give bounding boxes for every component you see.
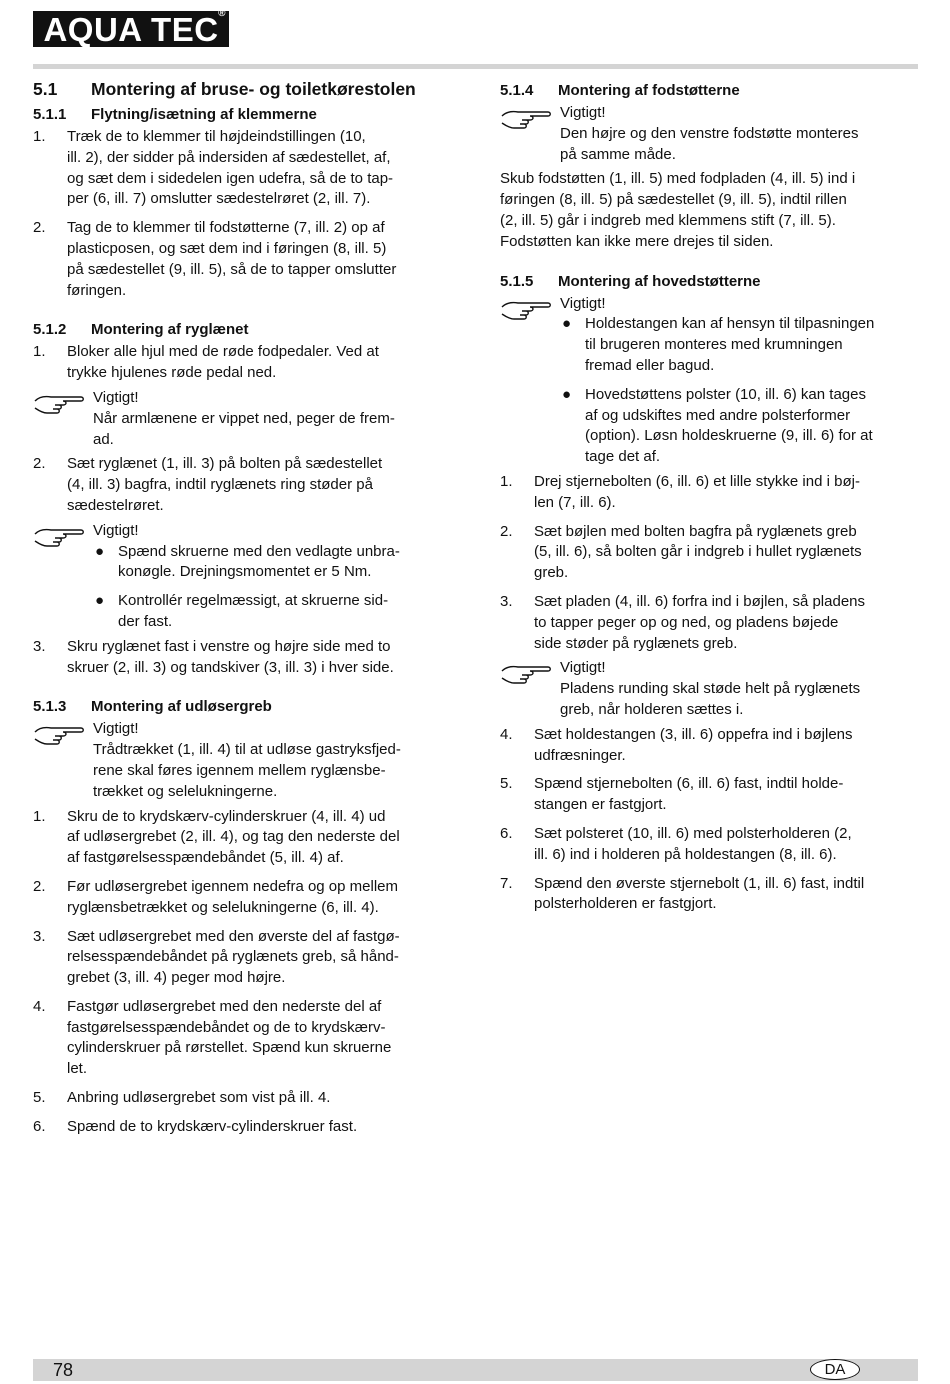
text-line: Sæt bøjlen med bolten bagfra på ryglænets greb [534,522,857,540]
text-line: Spænd skruerne med den vedlagte unbra- [118,542,400,560]
left-column [33,76,458,1138]
text-line: Anbring udløsergrebet som vist på ill. 4. [67,1089,331,1107]
text-line: ad. [93,430,114,448]
text-line: per (6, ill. 7) omslutter sædestelrøret (2, ill. 7). [67,190,371,208]
list-item [33,454,458,516]
text-line: greb, når holderen sættes i. [560,700,744,718]
important-note [33,719,458,802]
text-line: grebet (3, ill. 4) peger mod højre. [67,969,286,987]
section-number: 5.1.3 [33,698,67,716]
section-title: Flytning/isætning af klemmerne [91,106,317,123]
pointing-hand-icon [33,723,85,749]
text-line: der fast. [118,612,173,630]
text-line: på samme måde. [560,145,676,163]
section-number: 5.1.5 [500,272,534,290]
text-line: Den højre og den venstre fodstøtte monteres [560,124,859,142]
text-line: udfræsninger. [534,746,626,764]
text-line: Sæt ryglænet (1, ill. 3) på bolten på sædestellet [67,455,383,473]
language-badge: DA [810,1359,860,1380]
list-number: 2. [500,522,513,540]
bullet-item [560,314,920,376]
text-line: Fastgør udløsergrebet med den nederste del af [67,997,382,1015]
pointing-hand-icon [33,392,85,418]
spacer [33,210,458,218]
spacer [500,514,920,522]
list-item [33,927,458,989]
list-number: 6. [33,1117,46,1135]
spacer [33,1109,458,1117]
text-line: Holdestangen kan af hensyn til tilpasningen [585,315,875,333]
section-number: 5.1.2 [33,321,67,339]
text-line: Spænd de to krydskærv-cylinderskruer fast. [67,1117,358,1135]
list-number: 1. [33,343,46,361]
section-title: Montering af bruse- og toiletkørestolen [91,79,416,99]
list-number: 2. [33,219,46,237]
list-number: 2. [33,877,46,895]
section-title: Montering af udløsergreb [91,698,272,716]
text-line: af og udskiftes med andre polsterformer [585,406,851,424]
text-line: og sæt dem i sidedelen igen udefra, så de to tap- [67,169,394,187]
text-line: to tapper peger op og ned, og pladens bøjede [534,613,839,631]
text-line: Sæt udløsergrebet med den øverste del af fastgø- [67,927,400,945]
text-line: Pladens runding skal støde helt på ryglænets [560,680,861,698]
list-item [33,637,458,679]
list-item [33,342,458,384]
list-number: 4. [33,997,46,1015]
text-line: ryglænsbetrækket og selelukningerne (6, ill. 4). [67,898,379,916]
text-line: (2, ill. 5) går i indgreb med klemmens stift (7, ill. 5). [500,211,836,229]
text-line: ill. 6) ind i holderen på holdestangen (8, ill. 6). [534,845,837,863]
important-note [500,294,920,468]
list-number: 4. [500,725,513,743]
note-label: Vigtigt! [560,294,606,312]
list-item [500,824,920,866]
list-item [500,522,920,584]
page-number: 78 [53,1360,74,1380]
text-line: på sædestellet (9, ill. 5), så de to tapper omslutter [67,260,397,278]
section-5-1-1-heading [33,106,458,123]
text-line: Skru de to krydskærv-cylinderskruer (4, ill. 4) ud [67,807,386,825]
text-line: ill. 2), der sidder på indersiden af sædestellet, af, [67,148,391,166]
text-line: Kontrollér regelmæssigt, at skruerne sid- [118,592,389,610]
bullet-item [93,591,458,633]
text-line: skruer (2, ill. 3) og tandskiver (3, ill. 3) i hver side. [67,658,394,676]
bullet-icon: ● [95,542,105,560]
list-item [500,874,920,916]
spacer [500,816,920,824]
spacer [93,583,458,591]
text-line: Tag de to klemmer til fodstøtterne (7, ill. 2) op af [67,219,385,237]
list-number: 1. [500,472,513,490]
section-number: 5.1.4 [500,82,534,99]
list-number: 3. [33,927,46,945]
important-note [500,658,920,720]
bullet-icon: ● [562,315,572,333]
bullet-item [560,385,920,468]
bullet-icon: ● [562,385,572,403]
section-title: Montering af ryglænet [91,321,249,339]
pointing-hand-icon [33,525,85,551]
text-line: konøgle. Drejningsmomentet er 5 Nm. [118,563,372,581]
list-number: 1. [33,807,46,825]
section-5-1-5-heading [500,273,920,290]
list-item [33,997,458,1080]
list-item [33,877,458,919]
text-line: Trådtrækket (1, ill. 4) til at udløse gastryksfjed- [93,741,401,759]
list-number: 7. [500,874,513,892]
spacer [33,919,458,927]
section-5-1-3-heading [33,698,458,715]
pointing-hand-icon [500,662,552,688]
text-line: af udløsergrebet (2, ill. 4), og tag den nederste del [67,828,400,846]
text-line: Skub fodstøtten (1, ill. 5) med fodpladen (4, ill. 5) ind i [500,170,856,188]
list-item [33,1117,458,1138]
text-line: Sæt polsteret (10, ill. 6) med polsterholderen (2, [534,824,852,842]
section-5-1-heading [33,79,458,100]
list-item [500,592,920,654]
text-line: tage det af. [585,448,661,466]
text-line: rene skal føres igennem mellem ryglænsbe- [93,761,386,779]
text-line: Træk de to klemmer til højdeindstillingen (10, [67,128,366,145]
text-line: Hovedstøttens polster (10, ill. 6) kan tages [585,385,866,403]
spacer [500,253,920,273]
pointing-hand-icon [500,298,552,324]
section-title: Montering af fodstøtterne [558,82,740,99]
list-number: 1. [33,128,46,145]
text-line: Skru ryglænet fast i venstre og højre side med to [67,637,391,655]
text-line: side støder på ryglænets greb. [534,634,738,652]
text-line: relsesspændebåndet på ryglænets greb, så hånd- [67,948,399,966]
section-title: Montering af hovedstøtterne [558,272,761,290]
text-line: fastgørelsesspændebåndet og de to krydskærv- [67,1018,386,1036]
section-5-1-4-heading [500,82,920,99]
list-number: 3. [500,592,513,610]
note-label: Vigtigt! [93,521,139,539]
header-rule [33,64,918,69]
text-line: (5, ill. 6), så bolten går i indgreb i hullet ryglænets [534,543,862,561]
text-line: Når armlænene er vippet ned, peger de frem- [93,409,395,427]
bullet-icon: ● [95,592,105,610]
text-line: trykke hjulenes røde pedal ned. [67,364,277,382]
bullet-item [93,542,458,584]
text-line: fremad eller bagud. [585,356,715,374]
aquatec-logo: AQUA TEC ® [33,11,229,47]
list-item [33,127,458,210]
text-line: Før udløsergrebet igennem nedefra og op mellem [67,877,398,895]
spacer [33,869,458,877]
list-number: 5. [500,775,513,793]
spacer [33,678,458,698]
list-number: 6. [500,824,513,842]
note-label: Vigtigt! [560,659,606,677]
text-line: Spænd den øverste stjernebolt (1, ill. 6) fast, indtil [534,874,865,892]
note-label: Vigtigt! [93,388,139,406]
list-item [500,725,920,767]
text-line: til brugeren monteres med krumningen [585,336,843,354]
list-item [33,807,458,869]
section-number: 5.1 [33,79,58,99]
pointing-hand-icon [500,107,552,133]
text-line: stangen er fastgjort. [534,796,667,814]
note-label: Vigtigt! [93,720,139,738]
text-line: let. [67,1060,88,1078]
list-item [500,774,920,816]
right-column [500,76,920,915]
text-line: cylinderskruer på rørstellet. Spænd kun skruerne [67,1039,392,1057]
spacer [33,989,458,997]
spacer [560,377,920,385]
text-line: plasticposen, og sæt dem ind i føringen (8, ill. 5) [67,239,387,257]
text-line: (option). Løsn holdeskruerne (9, ill. 6) for at [585,427,873,445]
text-line: Spænd stjernebolten (6, ill. 6) fast, indtil holde- [534,775,844,793]
spacer [500,766,920,774]
text-line: føringen. [67,281,127,299]
list-number: 3. [33,637,46,655]
note-label: Vigtigt! [560,104,606,121]
list-item [33,218,458,301]
text-line: trækket og selelukningerne. [93,782,278,800]
spacer [500,584,920,592]
spacer [33,301,458,321]
list-number: 2. [33,455,46,473]
text-line: greb. [534,564,569,582]
text-line: polsterholderen er fastgjort. [534,895,717,913]
list-number: 5. [33,1089,46,1107]
important-note [33,521,458,633]
text-line: af fastgørelsesspændebåndet (5, ill. 4) af. [67,849,344,867]
text-line: Fodstøtten kan ikke mere drejes til siden. [500,232,774,250]
text-line: (4, ill. 3) bagfra, indtil ryglænets ring støder på [67,476,373,494]
section-5-1-2-heading [33,321,458,338]
text-line: Bloker alle hjul med de røde fodpedaler. Ved at [67,343,379,361]
list-item [500,472,920,514]
text-line: sædestelrøret. [67,496,164,514]
important-note [33,388,458,450]
text-line: len (7, ill. 6). [534,493,616,511]
text-line: Sæt holdestangen (3, ill. 6) oppefra ind i bøjlens [534,725,853,743]
text-line: Drej stjernebolten (6, ill. 6) et lille stykke ind i bøj- [534,472,860,490]
footer-bar [33,1359,918,1381]
text-line: Sæt pladen (4, ill. 6) forfra ind i bøjlen, så pladens [534,592,866,610]
text-line: føringen (8, ill. 5) på sædestellet (9, ill. 5), indtil rillen [500,191,847,209]
list-item [33,1088,458,1109]
paragraph [500,169,920,252]
spacer [500,866,920,874]
spacer [33,1080,458,1088]
important-note [500,103,920,165]
section-number: 5.1.1 [33,106,67,123]
